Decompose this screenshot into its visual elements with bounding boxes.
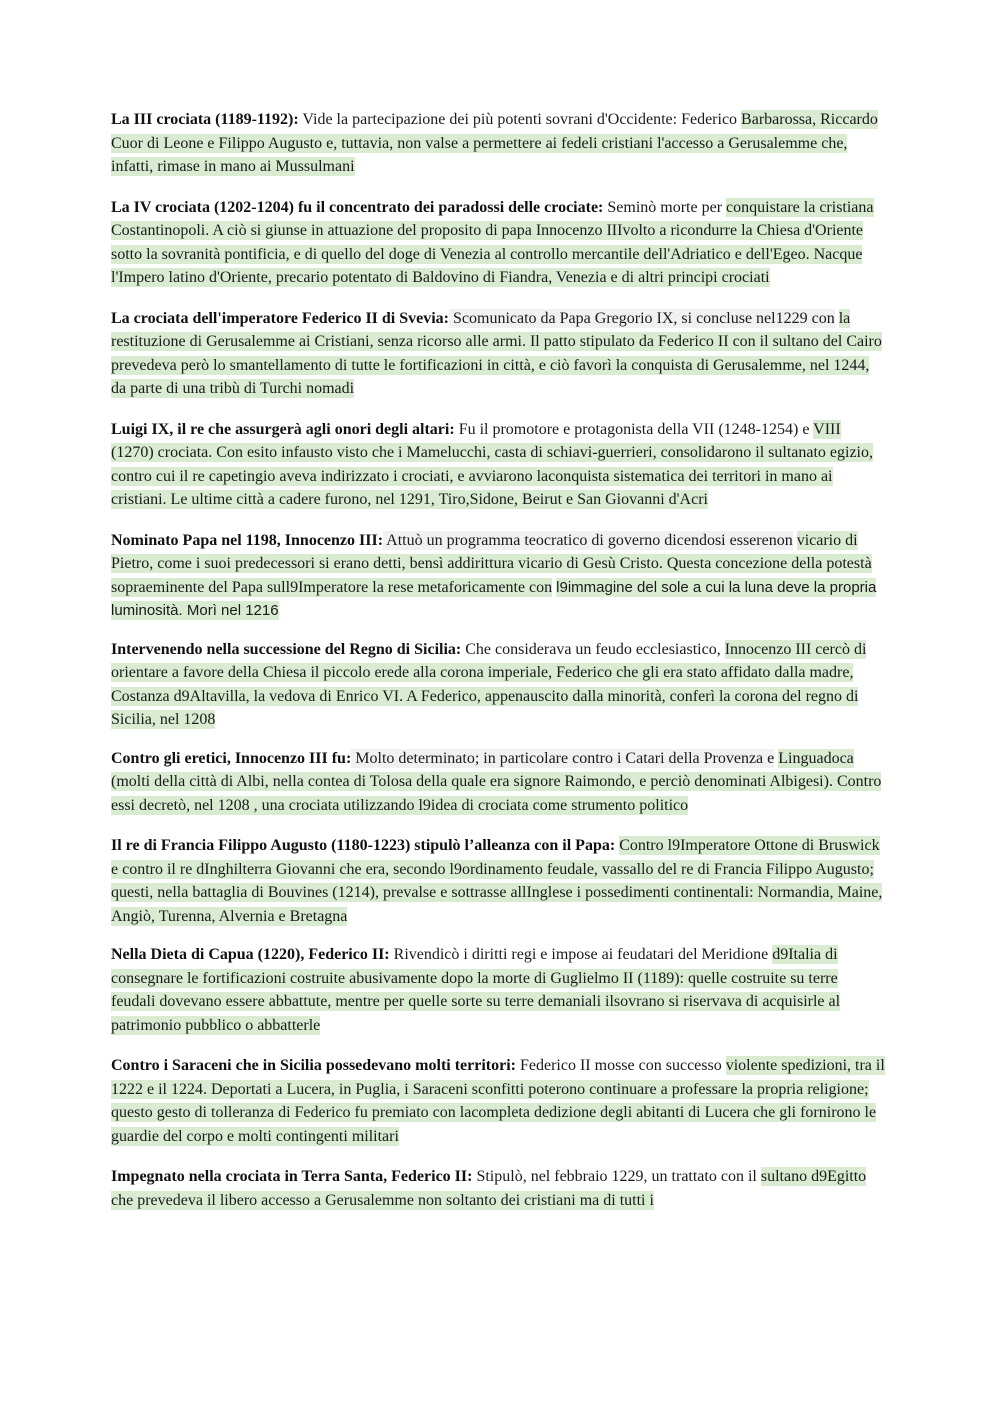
paragraph-title: Nominato Papa nel 1198, Innocenzo III: <box>111 531 384 549</box>
paragraph-title: La crociata dell'imperatore Federico II di Svevia: <box>111 309 450 327</box>
highlighted-text: d9Italia di consegnare le fortificazioni costruite abusivamente dopo la morte di Guglielmo II (1189): quelle costruite su terre feudali dovevano essere abbattute, mentre per quelle sorte su terre demaniali ilsovrano si riservava di acquisirle al patrimonio pubblico o abbatterle <box>111 946 841 1034</box>
highlighted-text-sans: l9immagine del sole a cui la luna deve la propria luminosità. Morì nel 1216 <box>111 578 877 619</box>
paragraph-holy-land-crusade <box>111 1165 886 1212</box>
paragraph-lead: Attuò un programma teocratico di governo dicendosi esserenon <box>383 531 793 549</box>
paragraph-lead: Fu il promotore e protagonista della VII (1248-1254) e <box>454 420 810 438</box>
paragraph-sicily-succession <box>111 638 886 732</box>
paragraph-title: Impegnato nella crociata in Terra Santa, Federico II: <box>111 1168 473 1185</box>
paragraph-philip-augustus <box>111 834 886 928</box>
paragraph-lead: Molto determinato; in particolare contro i Catari della Provenza e <box>351 749 775 767</box>
paragraph-lead: Seminò morte per <box>603 198 727 216</box>
page-header-mark <box>490 0 508 3</box>
paragraph-title: Contro i Saraceni che in Sicilia possedevano molti territori: <box>111 1057 516 1074</box>
paragraph-title: Nella Dieta di Capua (1220), Federico II: <box>111 946 390 963</box>
highlighted-text: conquistare la cristiana Costantinopoli. A ciò si giunse in attuazione del proposito di papa Innocenzo IIIvolto a ricondurre la Chiesa d'Oriente sotto la sovranità pontificia, e di quello del doge di Venezia al controllo mercantile dell'Adriatico e dell'Egeo. Nacque l'Impero latino d'Oriente, precario potentato di Baldovino di Fiandra, Venezia e di altri principi crociati <box>111 198 874 286</box>
paragraph-heretics <box>111 747 886 818</box>
highlighted-text: Barbarossa, Riccardo Cuor di Leone e Filippo Augusto e, tuttavia, non valse a permettere ai fedeli cristiani l'accesso a Gerusalemme che, infatti, rimase in mano ai Mussulmani <box>111 111 878 175</box>
highlighted-text: violente spedizioni, tra il 1222 e il 1224. Deportati a Lucera, in Puglia, i Saraceni sconfitti poterono continuare a professare la propria religione; questo gesto di tolleranza di Federico fu premiato con lacompleta dedizione degli abitanti di Lucera che gli fornirono le guardie del corpo e molti contingenti militari <box>111 1057 885 1145</box>
paragraph-title: Il re di Francia Filippo Augusto (1180-1223) stipulò l’alleanza con il Papa: <box>111 837 616 854</box>
paragraph-fourth-crusade <box>111 196 886 290</box>
paragraph-third-crusade <box>111 108 886 179</box>
highlighted-text: la restituzione di Gerusalemme ai Cristiani, senza ricorso alle armi. Il patto stipulato da Federico II con il sultano del Cairo prevedeva però lo smantellamento di tutte le fortificazioni in città, e ciò favorì la conquista di Gerusalemme, nel 1244, da parte di una tribù di Turchi nomadi <box>111 309 882 397</box>
highlighted-text: Innocenzo III cercò di orientare a favore della Chiesa il piccolo erede alla corona imperiale, Federico che gli era stato affidato dalla madre, Costanza d9Altavilla, la vedova di Enrico VI. A Federico, appenauscito dalla minorità, conferì la corona del regno di Sicilia, nel 1208 <box>111 640 867 728</box>
highlighted-text: vicario di Pietro, come i suoi predecessori si erano detti, bensì addirittura vicario di Gesù Cristo. Questa concezione della potestà sopraeminente del Papa sull9Imperatore la rese metaforicamente con <box>111 531 872 596</box>
paragraph-lead: Stipulò, nel febbraio 1229, un trattato con il <box>472 1168 757 1185</box>
paragraph-title: Intervenendo nella successione del Regno di Sicilia: <box>111 640 462 658</box>
paragraph-diet-of-capua <box>111 943 886 1037</box>
paragraph-lead: Che considerava un feudo ecclesiastico, <box>461 640 725 658</box>
paragraph-lead: Rivendicò i diritti regi e impose ai feudatari del Meridione <box>389 946 773 963</box>
paragraph-frederick-crusade <box>111 307 886 401</box>
paragraph-innocent-iii-pope <box>111 529 886 623</box>
paragraph-louis-ix <box>111 418 886 512</box>
paragraph-lead: Scomunicato da Papa Gregorio IX, si concluse nel1229 con <box>449 309 835 327</box>
highlighted-text: Linguadoca (molti della città di Albi, nella contea di Tolosa della quale era signore Raimondo, e perciò denominati Albigesi). Contro essi decretò, nel 1208 , una crociata utilizzando l9idea di crociata come strumento politico <box>111 749 882 814</box>
paragraph-title: Luigi IX, il re che assurgerà agli onori degli altari: <box>111 420 455 438</box>
document-body <box>111 108 886 1227</box>
highlighted-text: VIII (1270) crociata. Con esito infausto visto che i Mamelucchi, casta di schiavi-guerrieri, consolidarono il sultanato egizio, contro cui il re capetingio aveva indirizzato i crociati, e avviarono laconquista sistematica dei territori in mano ai cristiani. Le ultime città a cadere furono, nel 1291, Tiro,Sidone, Beirut e San Giovanni d'Acri <box>111 420 873 508</box>
paragraph-title: La IV crociata (1202-1204) fu il concentrato dei paradossi delle crociate: <box>111 198 604 216</box>
paragraph-title: Contro gli eretici, Innocenzo III fu: <box>111 749 352 767</box>
highlighted-text: sultano d9Egitto che prevedeva il libero accesso a Gerusalemme non soltanto dei cristiani ma di tutti i <box>111 1168 867 1209</box>
paragraph-lead: Federico II mosse con successo <box>516 1057 726 1074</box>
paragraph-saracens <box>111 1054 886 1148</box>
paragraph-lead: Vide la partecipazione dei più potenti sovrani d'Occidente: Federico <box>298 111 738 128</box>
highlighted-text: Contro l9Imperatore Ottone di Bruswick e contro il re dInghilterra Giovanni che era, secondo l9ordinamento feudale, vassallo del re di Francia Filippo Augusto; questi, nella battaglia di Bouvines (1214), prevalse e sottrasse allInglese i possedimenti continentali: Normandia, Maine, Angiò, Turenna, Alvernia e Bretagna <box>111 837 883 925</box>
paragraph-title: La III crociata (1189-1192): <box>111 111 299 128</box>
